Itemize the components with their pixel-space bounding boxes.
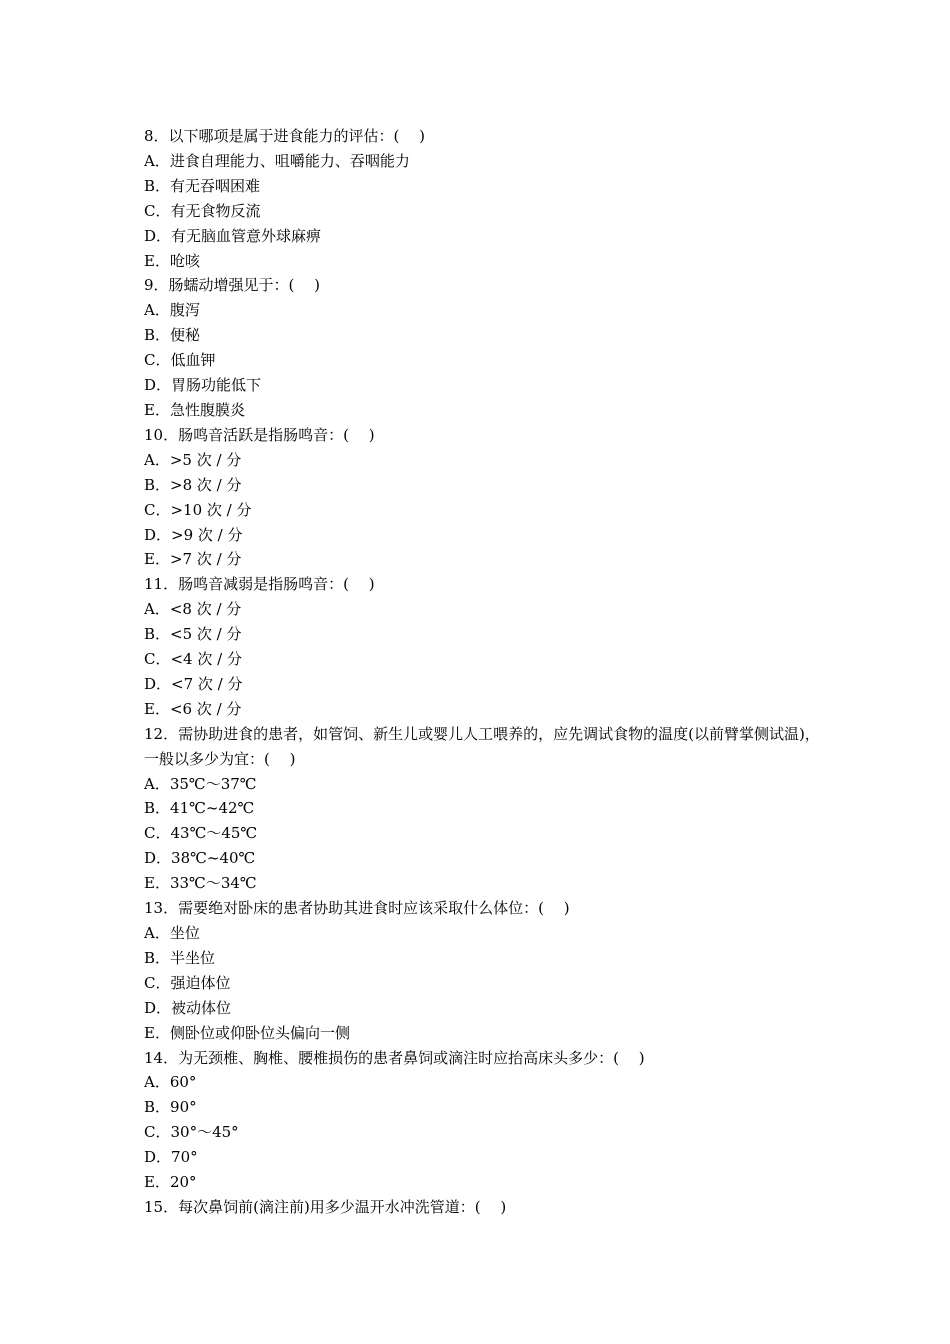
option-e: E．20° bbox=[144, 1173, 197, 1192]
option-b: B．半坐位 bbox=[144, 948, 216, 967]
option-b: B．90° bbox=[144, 1098, 197, 1117]
option-c: C．<4 次 / 分 bbox=[144, 650, 242, 669]
question-10 bbox=[144, 423, 824, 572]
question-14 bbox=[144, 1046, 824, 1195]
question-12 bbox=[144, 722, 824, 896]
question-stem: 11．肠鸣音减弱是指肠鸣音：( ) bbox=[144, 575, 375, 594]
option-a: A．<8 次 / 分 bbox=[144, 600, 242, 619]
option-d: D．>9 次 / 分 bbox=[144, 525, 243, 544]
question-stem: 13．需要绝对卧床的患者协助其进食时应该采取什么体位：( ) bbox=[144, 899, 570, 918]
option-d: D．胃肠功能低下 bbox=[144, 376, 262, 395]
option-e: E．呛咳 bbox=[144, 251, 200, 270]
question-stem: 14．为无颈椎、胸椎、腰椎损伤的患者鼻饲或滴注时应抬高床头多少：( ) bbox=[144, 1048, 645, 1067]
question-stem: 15．每次鼻饲前(滴注前)用多少温开水冲洗管道：( ) bbox=[144, 1197, 507, 1216]
option-c: C．43℃～45℃ bbox=[144, 824, 258, 843]
question-8 bbox=[144, 124, 824, 273]
question-stem: 9．肠蠕动增强见于：( ) bbox=[144, 276, 321, 295]
option-e: E．<6 次 / 分 bbox=[144, 699, 242, 718]
option-a: A．60° bbox=[144, 1073, 197, 1092]
question-stem: 10．肠鸣音活跃是指肠鸣音：( ) bbox=[144, 425, 375, 444]
question-11 bbox=[144, 572, 824, 721]
option-e: E．>7 次 / 分 bbox=[144, 550, 242, 569]
option-e: E．33℃～34℃ bbox=[144, 874, 257, 893]
option-d: D．<7 次 / 分 bbox=[144, 674, 243, 693]
document-page bbox=[144, 124, 824, 1220]
option-d: D．38℃~40℃ bbox=[144, 849, 256, 868]
option-e: E．急性腹膜炎 bbox=[144, 400, 245, 419]
option-c: C．>10 次 / 分 bbox=[144, 500, 252, 519]
question-stem: 8．以下哪项是属于进食能力的评估：( ) bbox=[144, 127, 426, 145]
option-c: C．强迫体位 bbox=[144, 973, 231, 992]
option-a: A．腹泻 bbox=[144, 301, 200, 320]
option-c: C．30°～45° bbox=[144, 1123, 239, 1142]
option-b: B．有无吞咽困难 bbox=[144, 176, 261, 195]
option-d: D．有无脑血管意外球麻痹 bbox=[144, 226, 322, 245]
question-stem: 12．需协助进食的患者，如管饲、新生儿或婴儿人工喂养的，应先调试食物的温度(以前臂掌侧试温)，一般以多少为宜：( ) bbox=[144, 724, 820, 768]
option-a: A．>5 次 / 分 bbox=[144, 450, 242, 469]
option-c: C．低血钾 bbox=[144, 351, 216, 370]
question-13 bbox=[144, 896, 824, 1045]
option-b: B．>8 次 / 分 bbox=[144, 475, 242, 494]
option-b: B．便秘 bbox=[144, 326, 201, 345]
option-b: B．41℃~42℃ bbox=[144, 799, 255, 818]
option-b: B．<5 次 / 分 bbox=[144, 625, 242, 644]
option-e: E．侧卧位或仰卧位头偏向一侧 bbox=[144, 1023, 350, 1042]
option-d: D．70° bbox=[144, 1148, 198, 1167]
question-15 bbox=[144, 1195, 824, 1220]
option-a: A．进食自理能力、咀嚼能力、吞咽能力 bbox=[144, 151, 410, 170]
option-a: A．坐位 bbox=[144, 924, 200, 942]
option-c: C．有无食物反流 bbox=[144, 201, 261, 220]
option-a: A．35℃～37℃ bbox=[144, 774, 257, 793]
question-9 bbox=[144, 273, 824, 422]
option-d: D．被动体位 bbox=[144, 998, 232, 1017]
